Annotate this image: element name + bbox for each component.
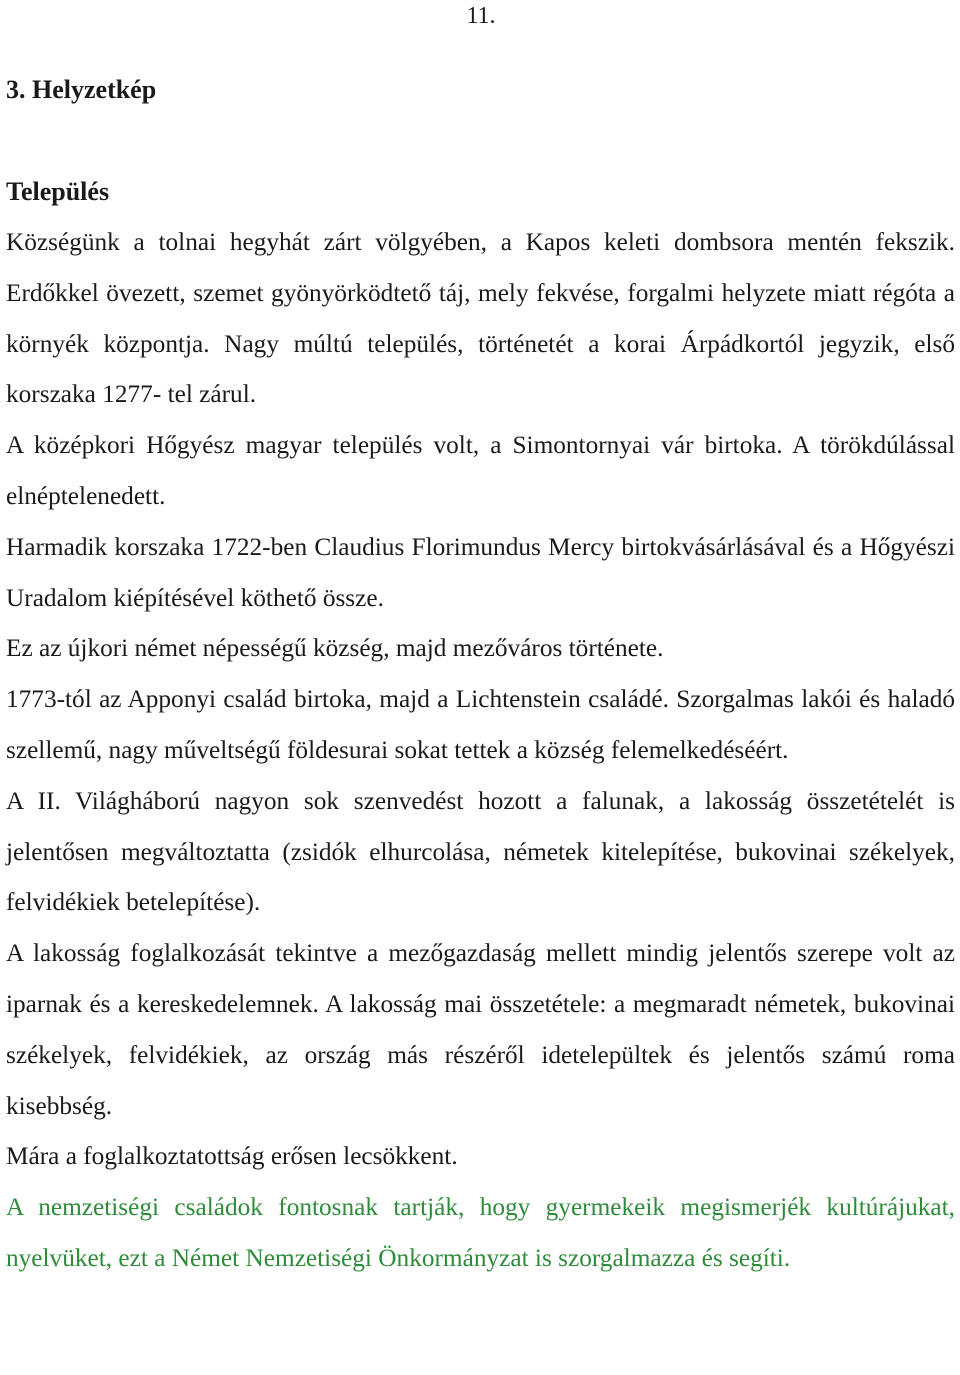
paragraph-nationality-highlight: A nemzetiségi családok fontosnak tartják, hogy gyermekeik megismerjék kultúrájukat, nyelvüket, ezt a Német Nemzetiségi Önkormányzat is szorgalmazza és segíti. — [6, 1193, 955, 1272]
section-heading: 3. Helyzetkép — [6, 75, 157, 104]
paragraph-employment: Mára a foglalkoztatottság erősen lecsökkent. — [6, 1142, 458, 1171]
paragraph-modern-era: Ez az újkori német népességű község, majd mezőváros története. — [6, 634, 664, 663]
paragraph-population: A lakosság foglalkozását tekintve a mezőgazdaság mellett mindig jelentős szerepe volt az iparnak és a kereskedelemnek. A lakosság mai összetétele: a megmaradt németek, bukovinai székelyek, felvidékiek, az ország más részéről idetelepültek és jelentős számú roma kisebbség. — [6, 939, 955, 1120]
paragraph-history-intro: Községünk a tolnai hegyhát zárt völgyében, a Kapos keleti dombsora mentén fekszik. Erdőkkel övezett, szemet gyönyörködtető táj, mely fekvése, forgalmi helyzete miatt régóta a környék központja. Nagy múltú település, történetét a korai Árpádkortól jegyzik, első korszaka 1277- tel zárul. — [6, 228, 955, 409]
page-number: 11. — [466, 3, 496, 29]
paragraph-mercy: Harmadik korszaka 1722-ben Claudius Florimundus Mercy birtokvásárlásával és a Hőgyészi Uradalom kiépítésével köthető össze. — [6, 532, 955, 612]
paragraph-middle-ages: A középkori Hőgyész magyar település volt, a Simontornyai vár birtoka. A törökdúlással elnéptelenedett. — [6, 431, 955, 510]
paragraph-world-war: A II. Világháború nagyon sok szenvedést hozott a falunak, a lakosság összetételét is jelentősen megváltoztatta (zsidók elhurcolása, németek kitelepítése, bukovinai székelyek, felvidékiek betelepítése). — [6, 786, 955, 917]
paragraph-apponyi: 1773-tól az Apponyi család birtoka, majd a Lichtenstein családé. Szorgalmas lakói és haladó szellemű, nagy műveltségű földesurai sokat tettek a község felemelkedéséért. — [6, 685, 955, 764]
subheading: Település — [6, 177, 110, 206]
document-body — [6, 217, 955, 1284]
